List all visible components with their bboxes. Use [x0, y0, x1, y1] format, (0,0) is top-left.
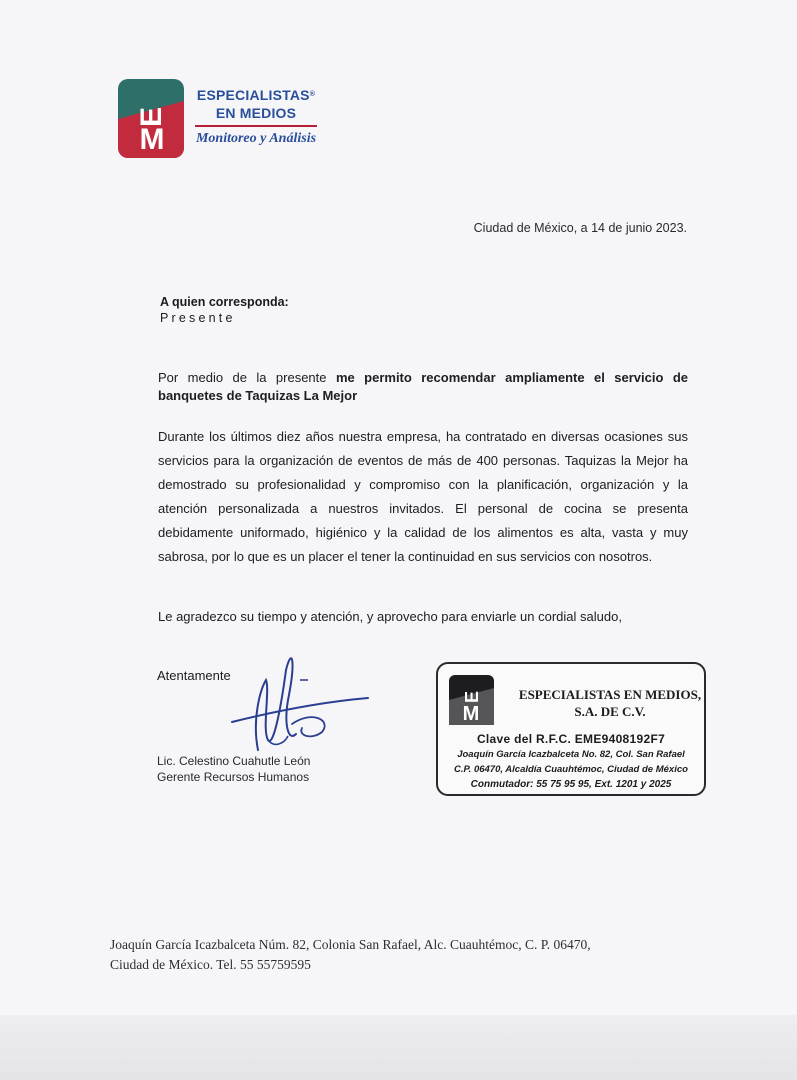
brand-block: [195, 86, 325, 147]
letter-date: Ciudad de México, a 14 de junio 2023.: [473, 221, 687, 235]
stamp-company-line1: ESPECIALISTAS EN MEDIOS,: [518, 687, 702, 702]
stamp-rfc: Clave del R.F.C. EME9408192F7: [476, 732, 666, 746]
brand-name-line2: EN MEDIOS: [215, 105, 297, 121]
page-edge: [0, 1015, 797, 1080]
handwritten-signature: [222, 640, 372, 760]
company-stamp: [436, 662, 706, 796]
footer-address-line2: Ciudad de México. Tel. 55 55759595: [110, 957, 311, 972]
stamp-address-line2: C.P. 06470, Alcaldía Cuauhtémoc, Ciudad de México: [454, 764, 688, 775]
salutation: [160, 295, 289, 325]
stamp-phone: Conmutador: 55 75 95 95, Ext. 1201 y 2025: [470, 779, 672, 790]
registered-mark: ®: [309, 91, 316, 98]
presente-line: Presente: [160, 311, 236, 325]
paragraph-recommendation: [158, 369, 688, 405]
stamp-company-line2: S.A. DE C.V.: [574, 704, 646, 719]
paragraph-details: Durante los últimos diez años nuestra empresa, ha contratado en diversas ocasiones sus servicios para la organización de eventos de más de 400 personas. Taquizas la Mejor ha demostrado su profesionalidad y compromiso con la planificación, organización y la atención personalizada a nuestros invitados. El personal de cocina se presenta debidamente uniformado, higiénico y la calidad de los alimentos es alta, vasta y muy sabrosa, por lo que es un placer el tener la continuidad en sus servicios con nosotros.: [158, 429, 688, 564]
stamp-address-line1: Joaquín García Icazbalceta No. 82, Col. San Rafael: [457, 749, 685, 760]
letter-footer: [110, 935, 710, 975]
company-logo-icon: [118, 79, 184, 158]
paragraph-bold: me permito recomendar ampliamente el servicio de banquetes de Taquizas La Mejor: [158, 370, 688, 403]
signer-block: [157, 753, 310, 785]
svg-text:E: E: [135, 106, 168, 128]
paragraph-lead: Por medio de la presente: [158, 370, 336, 385]
stamp-logo-icon: [448, 674, 495, 726]
svg-text:E: E: [462, 690, 482, 704]
svg-text:M: M: [139, 123, 165, 156]
recipient-line: A quien corresponda:: [160, 295, 289, 309]
svg-text:M: M: [462, 703, 480, 725]
brand-divider: [195, 125, 317, 127]
paragraph-thanks: Le agradezco su tiempo y atención, y aprovecho para enviarle un cordial saludo,: [158, 609, 622, 624]
signer-title: Gerente Recursos Humanos: [157, 770, 310, 784]
closing-word: Atentamente: [157, 668, 231, 683]
brand-name-line1: ESPECIALISTAS®: [196, 87, 316, 103]
brand-tagline: Monitoreo y Análisis: [195, 131, 317, 146]
stamp-company-name: [514, 686, 706, 720]
footer-address-line1: Joaquín García Icazbalceta Núm. 82, Colonia San Rafael, Alc. Cuauhtémoc, C. P. 06470,: [110, 937, 591, 952]
signer-name: Lic. Celestino Cuahutle León: [157, 754, 311, 768]
